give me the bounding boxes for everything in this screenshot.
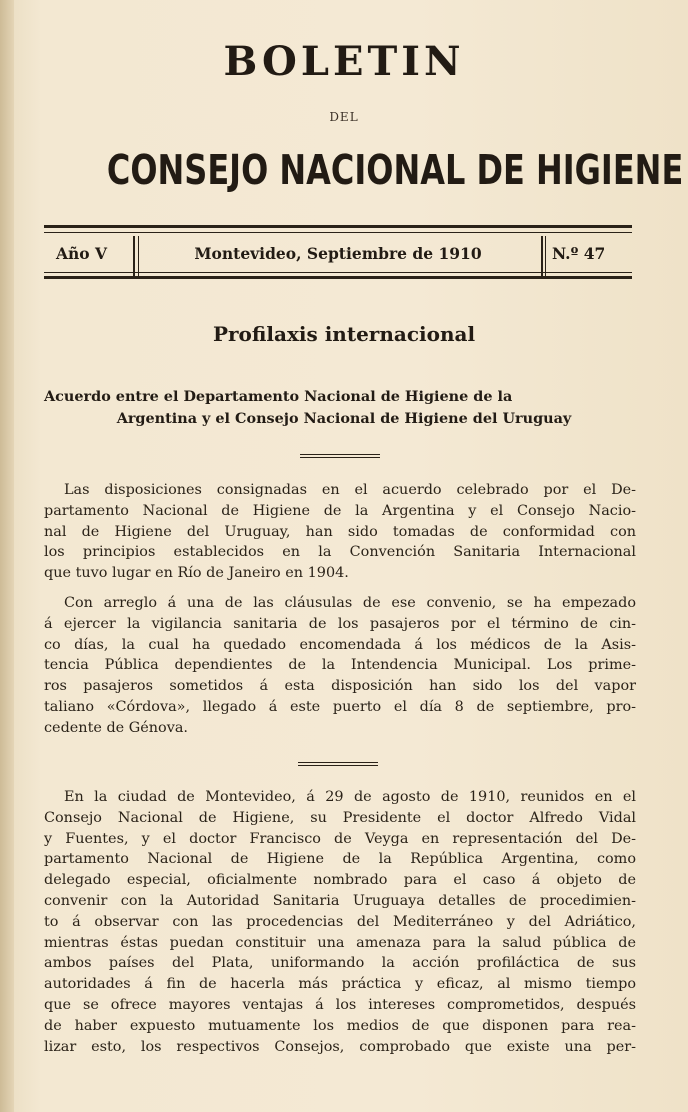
text-line: En la ciudad de Montevideo, á 29 de agosto de 1910, reunidos en el — [64, 789, 636, 805]
text-line: to á observar con las procedencias del Mediterráneo y del Adriático, — [44, 913, 636, 930]
paragraph-3 — [44, 787, 636, 1057]
issue-separator — [133, 236, 135, 276]
text-line: delegado especial, oficialmente nombrado para el caso á objeto de — [44, 872, 636, 889]
council-name: CONSEJO NACIONAL DE HIGIENE — [106, 146, 684, 194]
issue-year: Año V — [56, 244, 108, 263]
text-line: ros pasajeros sometidos á esta disposición han sido los del vapor — [44, 678, 636, 695]
title-connector: DEL — [329, 110, 359, 124]
text-line: de haber expuesto mutuamente los medios de que disponen para rea- — [44, 1017, 636, 1034]
issue-separator — [545, 236, 546, 276]
subtitle-line: Argentina y el Consejo Nacional de Higiene del Uruguay — [116, 410, 572, 427]
text-line: partamento Nacional de Higiene de la República Argentina, como — [44, 851, 636, 868]
text-line: que tuvo lugar en Río de Janeiro en 1904. — [44, 565, 349, 582]
text-line: nal de Higiene del Uruguay, han sido tomadas de conformidad con — [44, 523, 636, 540]
text-line: cedente de Génova. — [44, 719, 188, 736]
issue-number: N.º 47 — [552, 244, 606, 263]
text-line: á ejercer la vigilancia sanitaria de los pasajeros por el término de cin- — [44, 615, 636, 632]
text-line: autoridades á fin de hacerla más práctica y eficaz, al mismo tiempo — [44, 976, 636, 993]
section-divider — [298, 765, 378, 766]
section-divider — [300, 457, 380, 458]
text-line: Consejo Nacional de Higiene, su Presidente el doctor Alfredo Vidal — [44, 809, 636, 826]
article-subtitle — [44, 386, 644, 430]
text-line: Con arreglo á una de las cláusulas de ese convenio, se ha empezado — [64, 595, 636, 611]
paragraph-2 — [44, 593, 636, 739]
text-line: partamento Nacional de Higiene de la Argentina y el Consejo Nacio- — [44, 502, 636, 519]
issue-info-bar — [44, 236, 632, 272]
text-line: co días, la cual ha quedado encomendada á los médicos de la Asis- — [44, 636, 636, 653]
header-rule-thick — [44, 225, 632, 228]
text-line: lizar esto, los respectivos Consejos, comprobado que existe una per- — [44, 1038, 636, 1055]
text-line: taliano «Córdova», llegado á este puerto el día 8 de septiembre, pro- — [44, 698, 636, 715]
issue-separator — [138, 236, 139, 276]
issue-rule-thick — [44, 276, 632, 279]
subtitle-line: Acuerdo entre el Departamento Nacional de Higiene de la — [44, 388, 513, 405]
text-line: los principios establecidos en la Convención Sanitaria Internacional — [44, 544, 636, 561]
section-divider — [300, 454, 380, 455]
issue-rule-thin — [44, 272, 632, 273]
header-rule-thin — [44, 232, 632, 233]
text-line: Las disposiciones consignadas en el acuerdo celebrado por el De- — [64, 482, 636, 498]
text-line: convenir con la Autoridad Sanitaria Uruguaya detalles de procedimien- — [44, 892, 636, 909]
section-divider — [298, 762, 378, 763]
bulletin-title: BOLETIN — [223, 38, 465, 85]
article-title: Profilaxis internacional — [212, 322, 476, 346]
text-line: que se ofrece mayores ventajas á los intereses comprometidos, después — [44, 996, 636, 1013]
text-line: ambos países del Plata, uniformando la acción profiláctica de sus — [44, 955, 636, 972]
text-line: y Fuentes, y el doctor Francisco de Veyga en representación del De- — [44, 830, 636, 847]
text-line: mientras éstas puedan constituir una amenaza para la salud pública de — [44, 934, 636, 951]
issue-place-date: Montevideo, Septiembre de 1910 — [194, 244, 482, 263]
page-spine-shadow — [0, 0, 14, 1112]
paragraph-1 — [44, 480, 636, 584]
issue-separator — [541, 236, 543, 276]
text-line: tencia Pública dependientes de la Intendencia Municipal. Los prime- — [44, 657, 636, 674]
